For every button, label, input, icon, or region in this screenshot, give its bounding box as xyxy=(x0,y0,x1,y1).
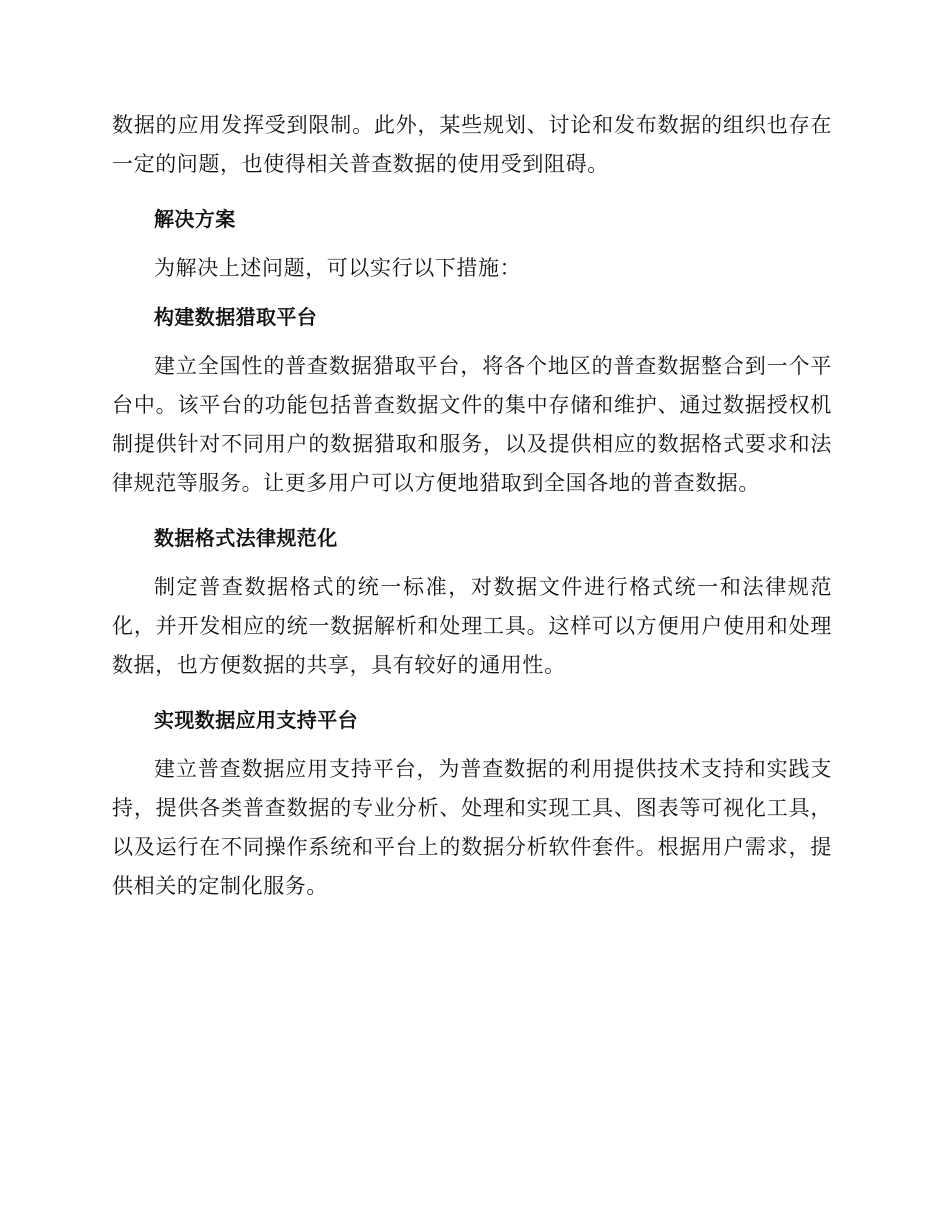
paragraph-intro: 数据的应用发挥受到限制。此外，某些规划、讨论和发布数据的组织也存在一定的问题，也使得相关普查数据的使用受到阻碍。 xyxy=(112,113,832,176)
heading-format: 数据格式法律规范化 xyxy=(154,526,338,550)
spacer xyxy=(112,337,832,347)
paragraph-measures: 为解决上述问题，可以实行以下措施： xyxy=(154,256,522,280)
spacer xyxy=(112,184,832,200)
spacer xyxy=(112,239,832,249)
paragraph-format: 制定普查数据格式的统一标准，对数据文件进行格式统一和法律规范化，并开发相应的统一数据解析和处理工具。这样可以方便用户使用和处理数据，也方便数据的共享，具有较好的通用性。 xyxy=(112,575,832,677)
spacer xyxy=(112,685,832,701)
heading-support: 实现数据应用支持平台 xyxy=(154,708,358,732)
spacer xyxy=(112,740,832,750)
spacer xyxy=(112,503,832,519)
paragraph-support: 建立普查数据应用支持平台，为普查数据的利用提供技术支持和实践支持，提供各类普查数据的专业分析、处理和实现工具、图表等可视化工具，以及运行在不同操作系统和平台上的数据分析软件套件。根据用户需求，提供相关的定制化服务。 xyxy=(112,757,832,898)
paragraph-platform: 建立全国性的普查数据猎取平台，将各个地区的普查数据整合到一个平台中。该平台的功能包括普查数据文件的集中存储和维护、通过数据授权机制提供针对不同用户的数据猎取和服务，以及提供相应的数据格式要求和法律规范等服务。让更多用户可以方便地猎取到全国各地的普查数据。 xyxy=(112,354,832,495)
spacer xyxy=(112,558,832,568)
heading-solution: 解决方案 xyxy=(154,207,236,231)
document-body xyxy=(112,106,832,906)
spacer xyxy=(112,288,832,298)
heading-platform: 构建数据猎取平台 xyxy=(154,305,318,329)
